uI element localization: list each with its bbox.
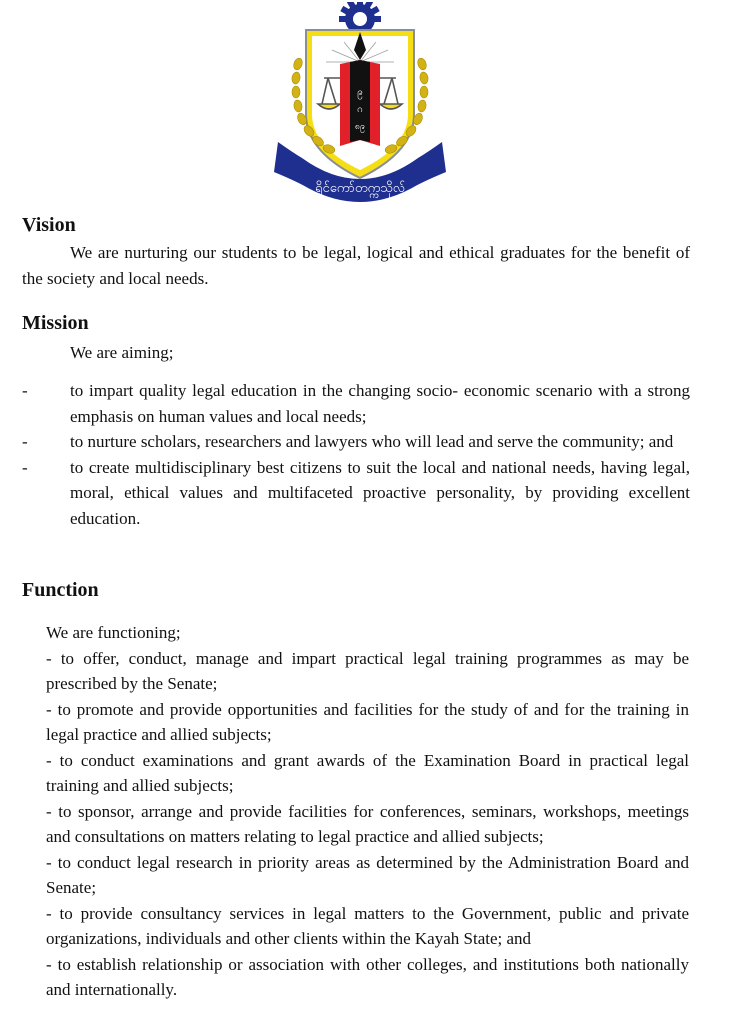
function-item: - to promote and provide opportunities and facilities for the study of and for the training in legal practice and allied subjects;: [46, 699, 689, 744]
mission-item-text: to impart quality legal education in the changing socio- economic scenario with a strong emphasis on human values and local needs;: [70, 381, 690, 426]
function-item: - to provide consultancy services in legal matters to the Government, public and private organizations, individuals and other clients within the Kayah State; and: [46, 903, 689, 948]
function-heading: Function: [22, 579, 99, 601]
function-item: - to sponsor, arrange and provide facilities for conferences, seminars, workshops, meetings and consultations on matters relating to legal practice and allied subjects;: [46, 801, 689, 846]
function-item: - to offer, conduct, manage and impart practical legal training programmes as may be prescribed by the Senate;: [46, 648, 689, 693]
mission-item: [22, 455, 690, 532]
bullet-dash: -: [22, 381, 28, 400]
university-logo: [272, 2, 448, 208]
vision-body: We are nurturing our students to be legal, logical and ethical graduates for the benefit of the society and local needs.: [22, 243, 690, 288]
function-item: - to conduct examinations and grant awards of the Examination Board in practical legal training and allied subjects;: [46, 750, 689, 795]
mission-item-text: to nurture scholars, researchers and lawyers who will lead and serve the community; and: [70, 432, 674, 451]
vision-heading: Vision: [22, 214, 76, 236]
mission-item-text: to create multidisciplinary best citizens to suit the local and national needs, having legal, moral, ethical values and multifaceted proactive personality, by providing excellent education.: [70, 457, 690, 528]
function-item: - to conduct legal research in priority areas as determined by the Administration Board and Senate;: [46, 852, 689, 897]
book-digit-3: ၈၉: [354, 122, 366, 132]
mission-list: [22, 378, 690, 531]
function-lead: We are functioning;: [46, 623, 181, 642]
function-body: [46, 620, 689, 1003]
bullet-dash: -: [22, 457, 28, 477]
mission-item: [22, 378, 690, 429]
logo-motto: ရိုင်ကော်တက္ကသိုလ်: [315, 181, 405, 196]
book-digit-1: ၉: [357, 87, 363, 98]
mission-item: [22, 429, 690, 455]
mission-heading: Mission: [22, 312, 89, 334]
book-digit-2: ဂ: [357, 104, 363, 115]
book-icon: [340, 60, 380, 146]
mission-lead: We are aiming;: [70, 343, 174, 362]
function-item: - to establish relationship or association with other colleges, and institutions both nationally and internationally.: [46, 954, 689, 999]
bullet-dash: -: [22, 432, 28, 451]
